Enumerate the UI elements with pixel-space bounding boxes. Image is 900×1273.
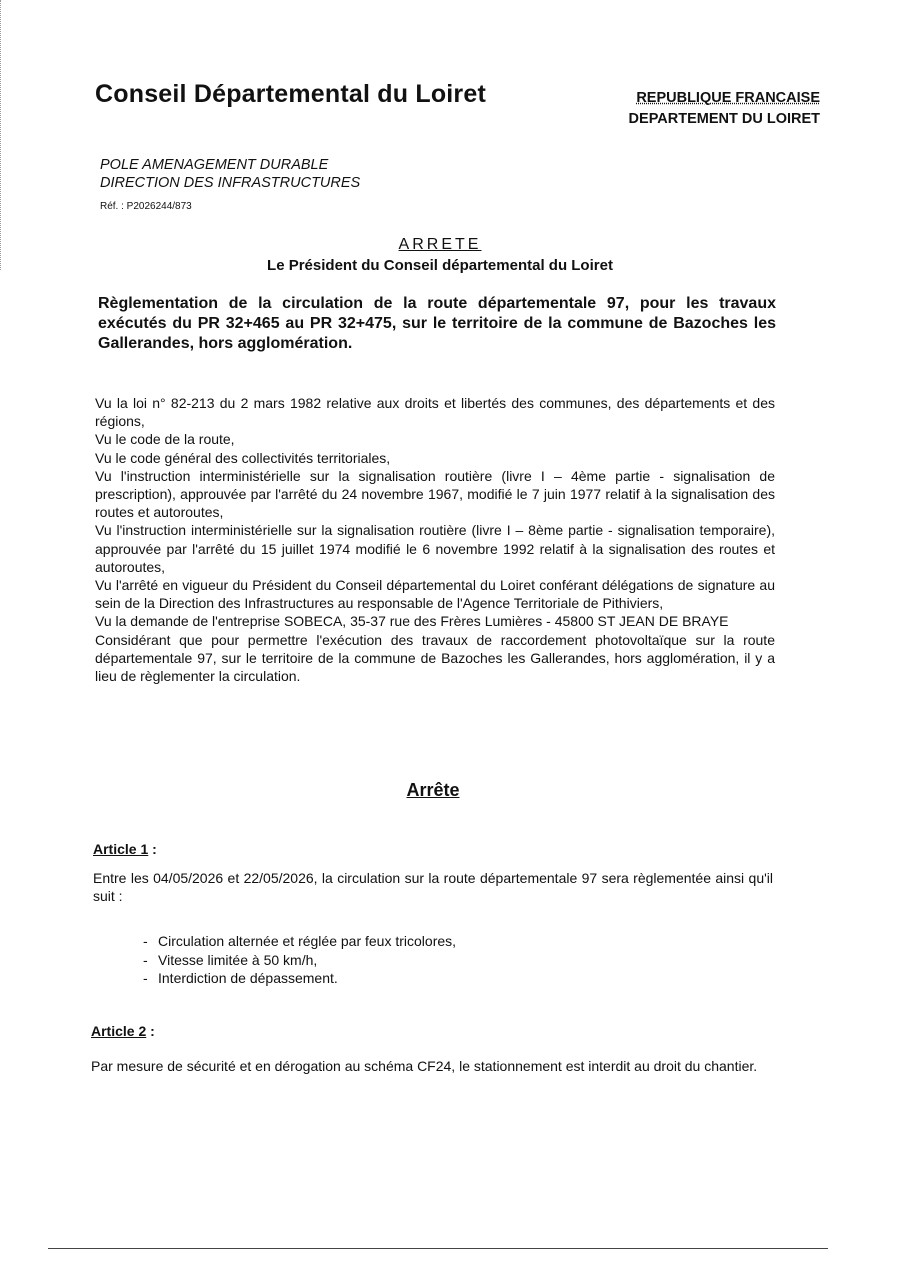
list-item-text: Circulation alternée et réglée par feux tricolores,: [158, 933, 457, 949]
dash-marker: -: [143, 933, 148, 949]
considerations-block: [95, 394, 775, 685]
department-label: DEPARTEMENT DU LOIRET: [628, 111, 820, 127]
consideration-item: Vu le code de la route,: [95, 431, 235, 448]
reference-number: Réf. : P2026244/873: [100, 201, 192, 212]
consideration-item: Vu le code général des collectivités territoriales,: [95, 449, 391, 466]
list-item: [143, 932, 456, 951]
list-item-text: Interdiction de dépassement.: [158, 970, 338, 986]
dash-marker: -: [143, 951, 148, 968]
scan-edge-marks: [0, 0, 3, 270]
consideration-item: Vu l'arrêté en vigueur du Président du Conseil départemental du Loiret conférant délégations de signature au sein de la Direction des Infrastructures au responsable de l'Agence Territoriale de Pithiviers,: [95, 577, 775, 612]
republic-label: REPUBLIQUE FRANCAISE: [636, 90, 820, 106]
issuer-line: Le Président du Conseil départemental du Loiret: [267, 257, 613, 274]
article-1-text: Entre les 04/05/2026 et 22/05/2026, la circulation sur la route départementale 97 sera règlementée ainsi qu'il suit :: [93, 870, 773, 904]
subject-paragraph: Règlementation de la circulation de la route départementale 97, pour les travaux exécutés du PR 32+465 au PR 32+475, sur le territoire de la commune de Bazoches les Gallerandes, hors agglomération.: [98, 295, 776, 352]
consideration-item: Vu la demande de l'entreprise SOBECA, 35-37 rue des Frères Lumières - 45800 ST JEAN DE BRAYE: [95, 613, 729, 630]
decree-heading: Arrête: [406, 780, 460, 800]
article-1-list: [143, 932, 456, 988]
consideration-item: Vu l'instruction interministérielle sur la signalisation routière (livre I – 4ème partie - signalisation de prescription), approuvée par l'arrêté du 24 novembre 1967, modifié le 7 juin 1977 relatif à la signalisation des routes et autoroutes,: [95, 467, 775, 521]
article-1-label: Article 1: [93, 841, 149, 857]
pole-label: POLE AMENAGEMENT DURABLE: [100, 157, 329, 173]
article-1-title: [93, 841, 157, 857]
list-item: [143, 969, 456, 988]
service-block: [100, 156, 360, 192]
article-1-colon: :: [148, 841, 157, 857]
article-2-colon: :: [146, 1023, 155, 1039]
footer-divider: [48, 1248, 828, 1249]
document-type-title: ARRETE: [398, 236, 482, 253]
organization-title: Conseil Départemental du Loiret: [95, 80, 486, 108]
article-2-text: Par mesure de sécurité et en dérogation au schéma CF24, le stationnement est interdit au droit du chantier.: [91, 1058, 758, 1074]
dash-marker: -: [143, 970, 148, 986]
republic-block: [582, 88, 820, 130]
direction-label: DIRECTION DES INFRASTRUCTURES: [100, 175, 361, 191]
article-2-label: Article 2: [91, 1023, 147, 1039]
list-item-text: Vitesse limitée à 50 km/h,: [158, 951, 318, 968]
list-item: [143, 951, 456, 970]
consideration-item: Vu la loi n° 82-213 du 2 mars 1982 relative aux droits et libertés des communes, des départements et des régions,: [95, 395, 775, 430]
article-2-title: [91, 1023, 155, 1039]
consideration-item: Vu l'instruction interministérielle sur la signalisation routière (livre I – 8ème partie - signalisation temporaire), approuvée par l'arrêté du 15 juillet 1974 modifié le 6 novembre 1992 relatif à la signalisation des routes et autoroutes,: [95, 522, 775, 575]
consideration-item: Considérant que pour permettre l'exécution des travaux de raccordement photovoltaïque sur la route départementale 97, sur le territoire de la commune de Bazoches les Gallerandes, hors agglomération, il y a lieu de règlementer la circulation.: [95, 631, 775, 685]
